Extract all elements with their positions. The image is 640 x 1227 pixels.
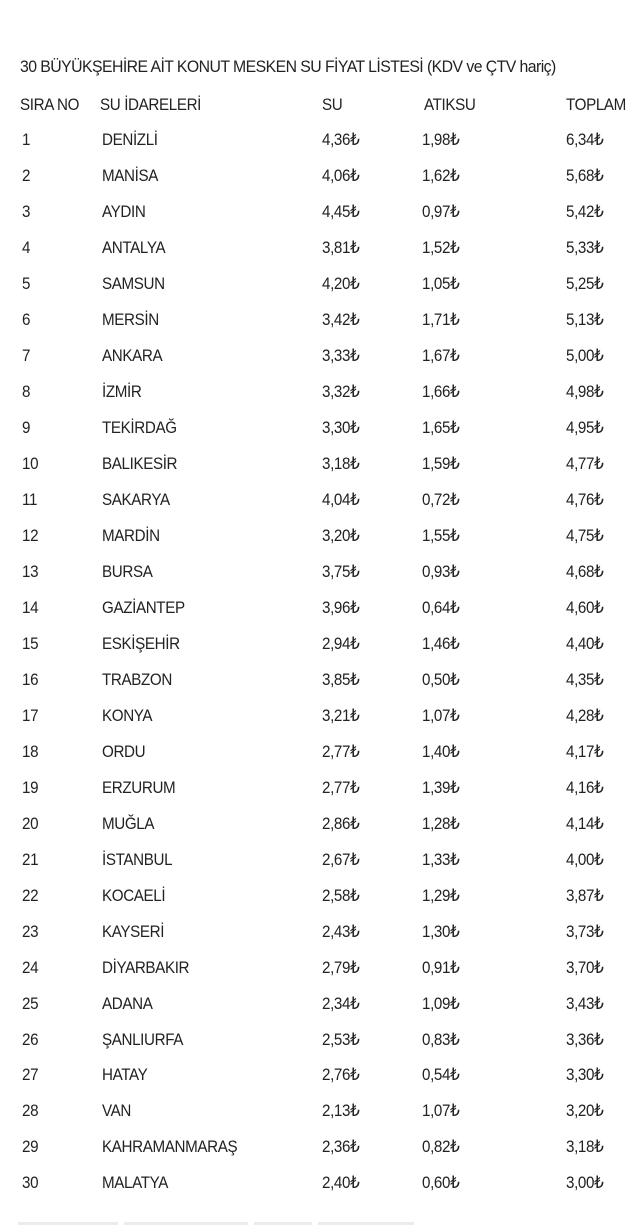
row-atiksu: 1,59₺ <box>422 454 460 473</box>
row-name: ESKİŞEHİR <box>102 634 180 653</box>
row-su: 2,79₺ <box>322 958 360 977</box>
table-row <box>0 1057 640 1093</box>
row-atiksu: 0,93₺ <box>422 562 460 581</box>
row-name: KAYSERİ <box>102 922 165 941</box>
row-name: TRABZON <box>102 670 172 689</box>
row-atiksu: 0,50₺ <box>422 670 460 689</box>
row-su: 3,20₺ <box>322 526 360 545</box>
row-toplam: 3,18₺ <box>566 1138 604 1157</box>
row-atiksu: 1,71₺ <box>422 310 460 329</box>
row-toplam: 3,70₺ <box>566 958 604 977</box>
row-atiksu: 0,91₺ <box>422 958 460 977</box>
row-atiksu: 0,54₺ <box>422 1066 460 1085</box>
table-row <box>0 626 640 662</box>
row-toplam: 5,00₺ <box>566 346 604 365</box>
table-row <box>0 266 640 302</box>
row-name: MUĞLA <box>102 814 155 833</box>
row-number: 24 <box>22 958 39 977</box>
row-name: BALIKESİR <box>102 454 178 473</box>
table-row <box>0 842 640 878</box>
row-su: 3,96₺ <box>322 598 360 617</box>
row-atiksu: 1,09₺ <box>422 994 460 1013</box>
row-atiksu: 1,40₺ <box>422 742 460 761</box>
row-name: ANKARA <box>102 346 163 365</box>
table-row <box>0 914 640 950</box>
table-row <box>0 878 640 914</box>
row-su: 3,32₺ <box>322 382 360 401</box>
row-name: KONYA <box>102 706 153 725</box>
row-toplam: 4,16₺ <box>566 778 604 797</box>
row-number: 9 <box>22 418 31 437</box>
footer-divider <box>18 1222 414 1226</box>
table-row <box>0 1165 640 1201</box>
row-number: 16 <box>22 670 39 689</box>
row-toplam: 4,68₺ <box>566 562 604 581</box>
row-toplam: 4,60₺ <box>566 598 604 617</box>
page-title: 30 BÜYÜKŞEHİRE AİT KONUT MESKEN SU FİYAT LİSTESİ (KDV ve ÇTV hariç) <box>20 57 556 76</box>
row-su: 2,86₺ <box>322 814 360 833</box>
row-name: TEKİRDAĞ <box>102 418 177 437</box>
row-number: 5 <box>22 274 31 293</box>
row-su: 2,43₺ <box>322 922 360 941</box>
row-su: 4,36₺ <box>322 131 360 149</box>
row-toplam: 3,87₺ <box>566 886 604 905</box>
row-toplam: 4,77₺ <box>566 454 604 473</box>
row-toplam: 4,76₺ <box>566 490 604 509</box>
row-name: VAN <box>102 1102 131 1121</box>
table-row <box>0 734 640 770</box>
table-row <box>0 554 640 590</box>
row-atiksu: 0,82₺ <box>422 1138 460 1157</box>
row-su: 3,75₺ <box>322 562 360 581</box>
row-atiksu: 0,83₺ <box>422 1030 460 1049</box>
row-toplam: 3,73₺ <box>566 922 604 941</box>
row-name: ANTALYA <box>102 238 166 257</box>
row-number: 8 <box>22 382 31 401</box>
table-row <box>0 158 640 194</box>
header-toplam: TOPLAM <box>566 96 626 114</box>
row-number: 10 <box>22 454 39 473</box>
row-toplam: 5,68₺ <box>566 166 604 185</box>
row-toplam: 4,17₺ <box>566 742 604 761</box>
row-toplam: 3,43₺ <box>566 994 604 1013</box>
row-su: 2,58₺ <box>322 886 360 905</box>
row-su: 4,04₺ <box>322 490 360 509</box>
row-su: 3,30₺ <box>322 418 360 437</box>
row-number: 14 <box>22 598 39 617</box>
row-su: 2,40₺ <box>322 1174 360 1193</box>
row-atiksu: 0,97₺ <box>422 202 460 221</box>
row-su: 2,67₺ <box>322 850 360 869</box>
row-number: 27 <box>22 1066 39 1085</box>
row-number: 21 <box>22 850 39 869</box>
row-su: 3,42₺ <box>322 310 360 329</box>
table-row <box>0 338 640 374</box>
row-toplam: 5,25₺ <box>566 274 604 293</box>
row-name: KOCAELİ <box>102 886 166 905</box>
row-number: 30 <box>22 1174 39 1193</box>
row-su: 4,45₺ <box>322 202 360 221</box>
row-atiksu: 0,60₺ <box>422 1174 460 1193</box>
row-number: 7 <box>22 346 31 365</box>
row-toplam: 3,00₺ <box>566 1174 604 1193</box>
row-atiksu: 1,46₺ <box>422 634 460 653</box>
row-number: 22 <box>22 886 39 905</box>
row-name: DENİZLİ <box>102 131 158 149</box>
table-row <box>0 122 640 158</box>
row-toplam: 3,30₺ <box>566 1066 604 1085</box>
table-row <box>0 1129 640 1165</box>
table-row <box>0 482 640 518</box>
row-number: 25 <box>22 994 39 1013</box>
row-name: DİYARBAKIR <box>102 958 190 977</box>
row-atiksu: 1,33₺ <box>422 850 460 869</box>
row-name: MARDİN <box>102 526 160 545</box>
row-su: 2,36₺ <box>322 1138 360 1157</box>
header-su: SU <box>322 96 343 114</box>
row-name: MERSİN <box>102 310 159 329</box>
table-row <box>0 806 640 842</box>
row-toplam: 4,98₺ <box>566 382 604 401</box>
row-number: 26 <box>22 1030 39 1049</box>
row-toplam: 3,36₺ <box>566 1030 604 1049</box>
row-su: 3,21₺ <box>322 706 360 725</box>
row-su: 4,06₺ <box>322 166 360 185</box>
row-su: 2,94₺ <box>322 634 360 653</box>
row-number: 28 <box>22 1102 39 1121</box>
table-header-row <box>0 87 640 123</box>
row-su: 2,13₺ <box>322 1102 360 1121</box>
table-row <box>0 1093 640 1129</box>
row-number: 13 <box>22 562 39 581</box>
row-number: 17 <box>22 706 39 725</box>
table-row <box>0 230 640 266</box>
header-atiksu: ATIKSU <box>424 96 476 114</box>
table-row <box>0 986 640 1022</box>
table-row <box>0 950 640 986</box>
row-number: 12 <box>22 526 39 545</box>
row-number: 1 <box>22 131 31 149</box>
row-toplam: 6,34₺ <box>566 131 604 149</box>
row-su: 2,76₺ <box>322 1066 360 1085</box>
row-toplam: 5,33₺ <box>566 238 604 257</box>
row-atiksu: 0,72₺ <box>422 490 460 509</box>
row-toplam: 3,20₺ <box>566 1102 604 1121</box>
row-number: 4 <box>22 238 31 257</box>
row-name: AYDIN <box>102 202 146 221</box>
row-atiksu: 1,39₺ <box>422 778 460 797</box>
row-name: ADANA <box>102 994 153 1013</box>
row-atiksu: 1,62₺ <box>422 166 460 185</box>
row-su: 3,18₺ <box>322 454 360 473</box>
row-name: GAZİANTEP <box>102 598 185 617</box>
table-row <box>0 374 640 410</box>
row-su: 3,85₺ <box>322 670 360 689</box>
row-number: 23 <box>22 922 39 941</box>
table-row <box>0 302 640 338</box>
row-name: ORDU <box>102 742 146 761</box>
row-number: 18 <box>22 742 39 761</box>
row-toplam: 5,13₺ <box>566 310 604 329</box>
row-name: ŞANLIURFA <box>102 1030 184 1049</box>
row-su: 2,77₺ <box>322 742 360 761</box>
row-number: 3 <box>22 202 31 221</box>
row-name: KAHRAMANMARAŞ <box>102 1138 238 1157</box>
header-sira-no: SIRA NO <box>20 96 80 114</box>
row-toplam: 4,00₺ <box>566 850 604 869</box>
row-su: 2,53₺ <box>322 1030 360 1049</box>
row-atiksu: 0,64₺ <box>422 598 460 617</box>
table-row <box>0 410 640 446</box>
header-su-idareleri: SU İDARELERİ <box>100 96 202 114</box>
row-atiksu: 1,30₺ <box>422 922 460 941</box>
row-su: 3,33₺ <box>322 346 360 365</box>
row-atiksu: 1,28₺ <box>422 814 460 833</box>
table-row <box>0 698 640 734</box>
table-row <box>0 590 640 626</box>
row-toplam: 4,40₺ <box>566 634 604 653</box>
row-toplam: 4,14₺ <box>566 814 604 833</box>
row-su: 2,34₺ <box>322 994 360 1013</box>
table-row <box>0 1022 640 1058</box>
row-name: HATAY <box>102 1066 148 1085</box>
row-atiksu: 1,07₺ <box>422 706 460 725</box>
row-number: 20 <box>22 814 39 833</box>
row-su: 2,77₺ <box>322 778 360 797</box>
row-atiksu: 1,55₺ <box>422 526 460 545</box>
row-atiksu: 1,07₺ <box>422 1102 460 1121</box>
table-row <box>0 194 640 230</box>
row-atiksu: 1,52₺ <box>422 238 460 257</box>
row-name: ERZURUM <box>102 778 176 797</box>
row-name: SAKARYA <box>102 490 170 509</box>
row-number: 11 <box>22 490 38 509</box>
row-atiksu: 1,29₺ <box>422 886 460 905</box>
row-toplam: 4,95₺ <box>566 418 604 437</box>
row-atiksu: 1,67₺ <box>422 346 460 365</box>
row-name: SAMSUN <box>102 274 165 293</box>
row-name: İSTANBUL <box>102 850 173 869</box>
row-name: MALATYA <box>102 1174 169 1193</box>
row-toplam: 4,35₺ <box>566 670 604 689</box>
table-row <box>0 518 640 554</box>
row-toplam: 4,28₺ <box>566 706 604 725</box>
row-name: İZMİR <box>102 382 142 401</box>
row-su: 4,20₺ <box>322 274 360 293</box>
row-number: 29 <box>22 1138 39 1157</box>
row-number: 2 <box>22 166 31 185</box>
row-name: BURSA <box>102 562 153 581</box>
row-number: 19 <box>22 778 39 797</box>
row-name: MANİSA <box>102 166 159 185</box>
row-atiksu: 1,05₺ <box>422 274 460 293</box>
row-number: 6 <box>22 310 31 329</box>
table-row <box>0 770 640 806</box>
row-number: 15 <box>22 634 39 653</box>
table-row <box>0 662 640 698</box>
table-row <box>0 446 640 482</box>
row-toplam: 4,75₺ <box>566 526 604 545</box>
row-atiksu: 1,66₺ <box>422 382 460 401</box>
row-toplam: 5,42₺ <box>566 202 604 221</box>
row-atiksu: 1,65₺ <box>422 418 460 437</box>
row-su: 3,81₺ <box>322 238 360 257</box>
row-atiksu: 1,98₺ <box>422 131 460 149</box>
